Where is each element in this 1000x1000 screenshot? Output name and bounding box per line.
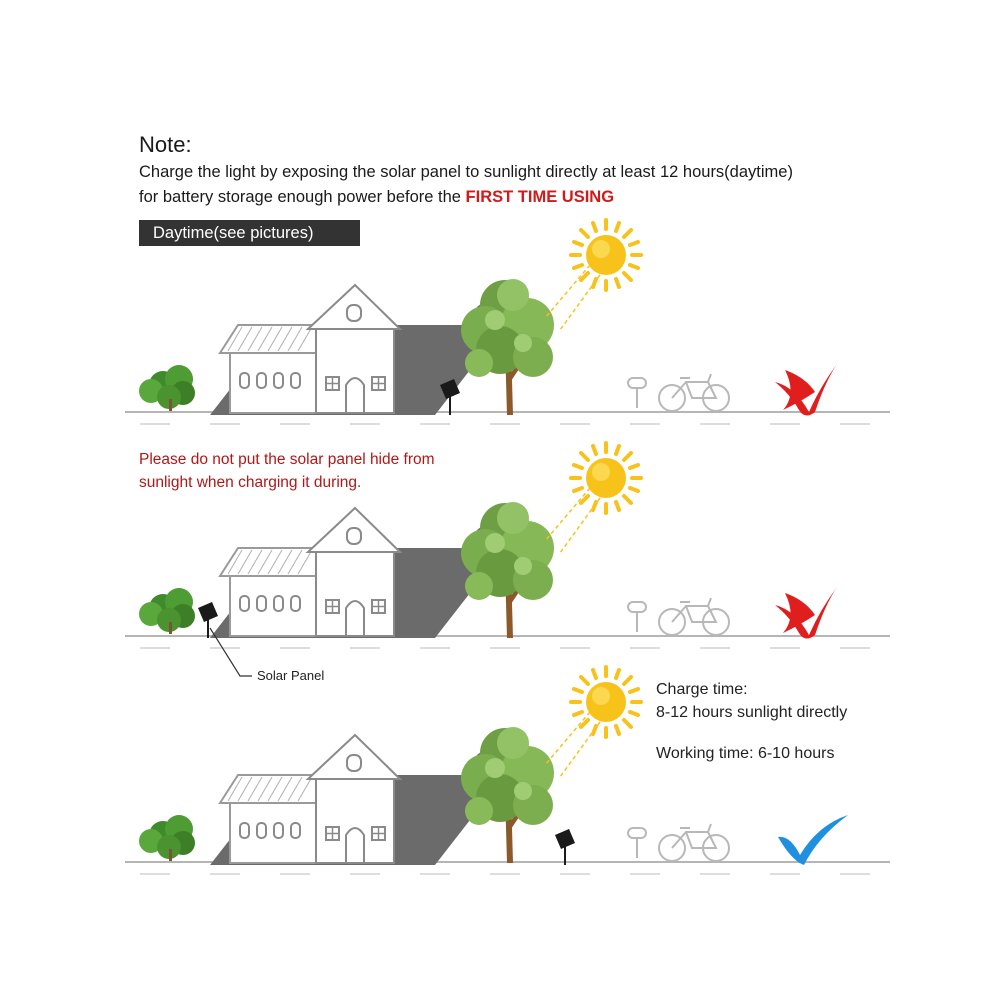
tree-icon [460,727,554,863]
tree-icon [460,502,554,638]
sun-icon [571,667,641,737]
bush-icon [139,365,195,411]
solar-panel-icon [555,829,575,865]
note-line-2-text: for battery storage enough power before the [139,188,466,206]
solar-panel-label: Solar Panel [257,668,325,683]
scene-3 [125,667,890,874]
x-mark-icon [775,587,837,639]
note-line-1: Charge the light by exposing the solar panel to sunlight directly at least 12 hours(daytime) [139,163,793,181]
warning-line-2: sunlight when charging it during. [139,474,362,491]
bush-icon [139,588,195,634]
mailbox-bicycle-icon [628,598,729,635]
mailbox-bicycle-icon [628,374,729,411]
charge-time-label: Charge time: [656,681,748,698]
first-time-using-highlight: FIRST TIME USING [465,188,615,206]
house-icon [210,285,505,415]
daytime-badge: Daytime(see pictures) [139,220,360,246]
house-icon [210,735,505,865]
sun-icon [571,220,641,290]
warning-line-1: Please do not put the solar panel hide from [139,451,435,468]
charge-time-value: 8-12 hours sunlight directly [656,704,848,721]
scene-1 [125,220,890,424]
sun-icon [571,443,641,513]
note-title: Note: [139,132,192,157]
bush-icon [139,815,195,861]
check-mark-icon [778,815,848,865]
mailbox-bicycle-icon [628,824,729,861]
house-icon [210,508,505,638]
working-time: Working time: 6-10 hours [656,745,835,762]
tree-icon [460,279,554,415]
scene-2 [125,443,890,676]
x-mark-icon [775,364,837,416]
